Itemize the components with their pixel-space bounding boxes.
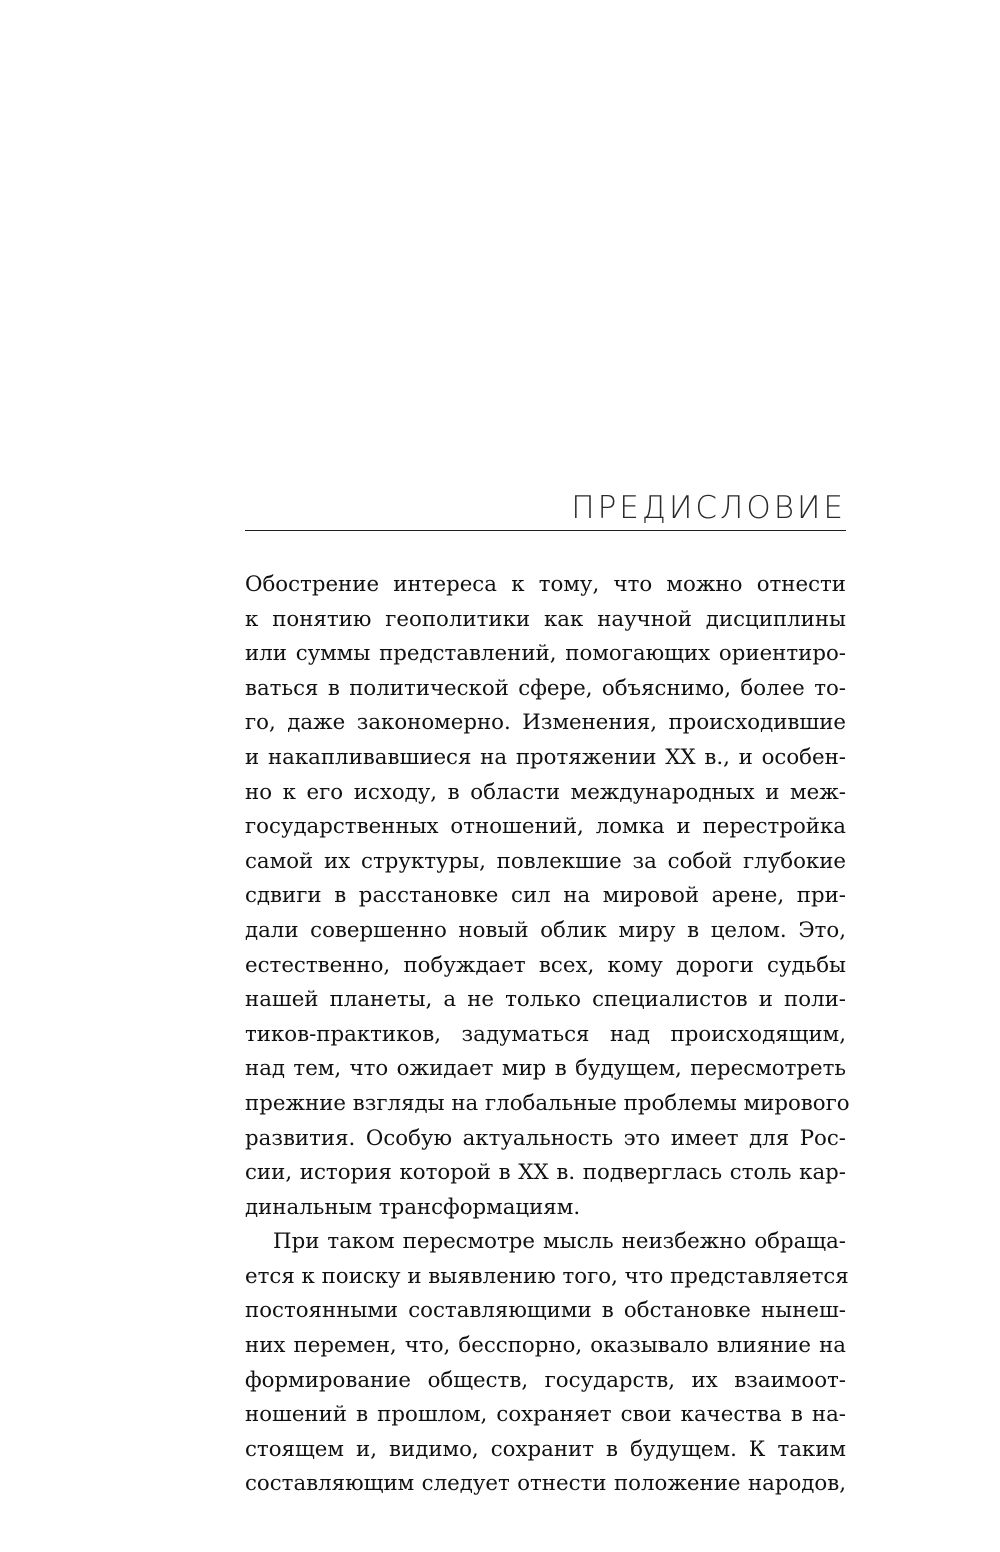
text-line: к понятию геополитики как научной дисциплины: [245, 606, 846, 632]
text-line: ется к поиску и выявлению того, что представляется: [245, 1263, 849, 1289]
text-line: го, даже закономерно. Изменения, происходившие: [245, 710, 846, 736]
text-line: прежние взгляды на глобальные проблемы мирового: [245, 1090, 850, 1116]
text-line: Обострение интереса к тому, что можно отнести: [245, 572, 846, 597]
text-line: ваться в политической сфере, объяснимо, более то-: [245, 675, 846, 701]
text-line: ношений в прошлом, сохраняет свои качества в на-: [245, 1402, 846, 1428]
text-line: стоящем и, видимо, сохранит в будущем. К таким: [245, 1436, 846, 1462]
text-line: государственных отношений, ломка и перестройка: [245, 814, 846, 840]
text-line: самой их структуры, повлекшие за собой глубокие: [245, 848, 846, 874]
text-line: них перемен, что, бесспорно, оказывало влияние на: [245, 1333, 846, 1359]
text-line: или суммы представлений, помогающих ориентиро-: [245, 641, 846, 667]
text-line: сии, история которой в XX в. подверглась столь кар-: [245, 1160, 846, 1186]
text-line: естественно, побуждает всех, кому дороги судьбы: [245, 952, 846, 978]
text-line: При таком пересмотре мысль неизбежно обраща-: [273, 1229, 846, 1255]
text-line: динальным трансформациям.: [245, 1194, 581, 1220]
text-line: но к его исходу, в области международных и меж-: [245, 779, 846, 805]
text-line: составляющим следует отнести положение народов,: [245, 1471, 846, 1497]
text-line: нашей планеты, а не только специалистов и поли-: [245, 987, 846, 1013]
text-line: сдвиги в расстановке сил на мировой арене, при-: [245, 883, 846, 909]
paragraph-1: [245, 568, 850, 1225]
chapter-title: ПРЕДИСЛОВИЕ: [571, 490, 846, 526]
text-line: формирование обществ, государств, их взаимоот-: [245, 1367, 846, 1393]
body-text: [245, 568, 850, 1502]
text-line: постоянными составляющими в обстановке нынеш-: [245, 1298, 846, 1324]
paragraph-2: [245, 1225, 849, 1502]
text-line: дали совершенно новый облик миру в целом. Это,: [245, 917, 846, 943]
text-line: развития. Особую актуальность это имеет для Рос-: [245, 1125, 846, 1151]
title-underline: [245, 530, 846, 531]
text-line: тиков-практиков, задуматься над происходящим,: [245, 1021, 846, 1047]
text-line: над тем, что ожидает мир в будущем, пересмотреть: [245, 1056, 846, 1082]
text-line: и накапливавшиеся на протяжении XX в., и особен-: [245, 744, 846, 770]
